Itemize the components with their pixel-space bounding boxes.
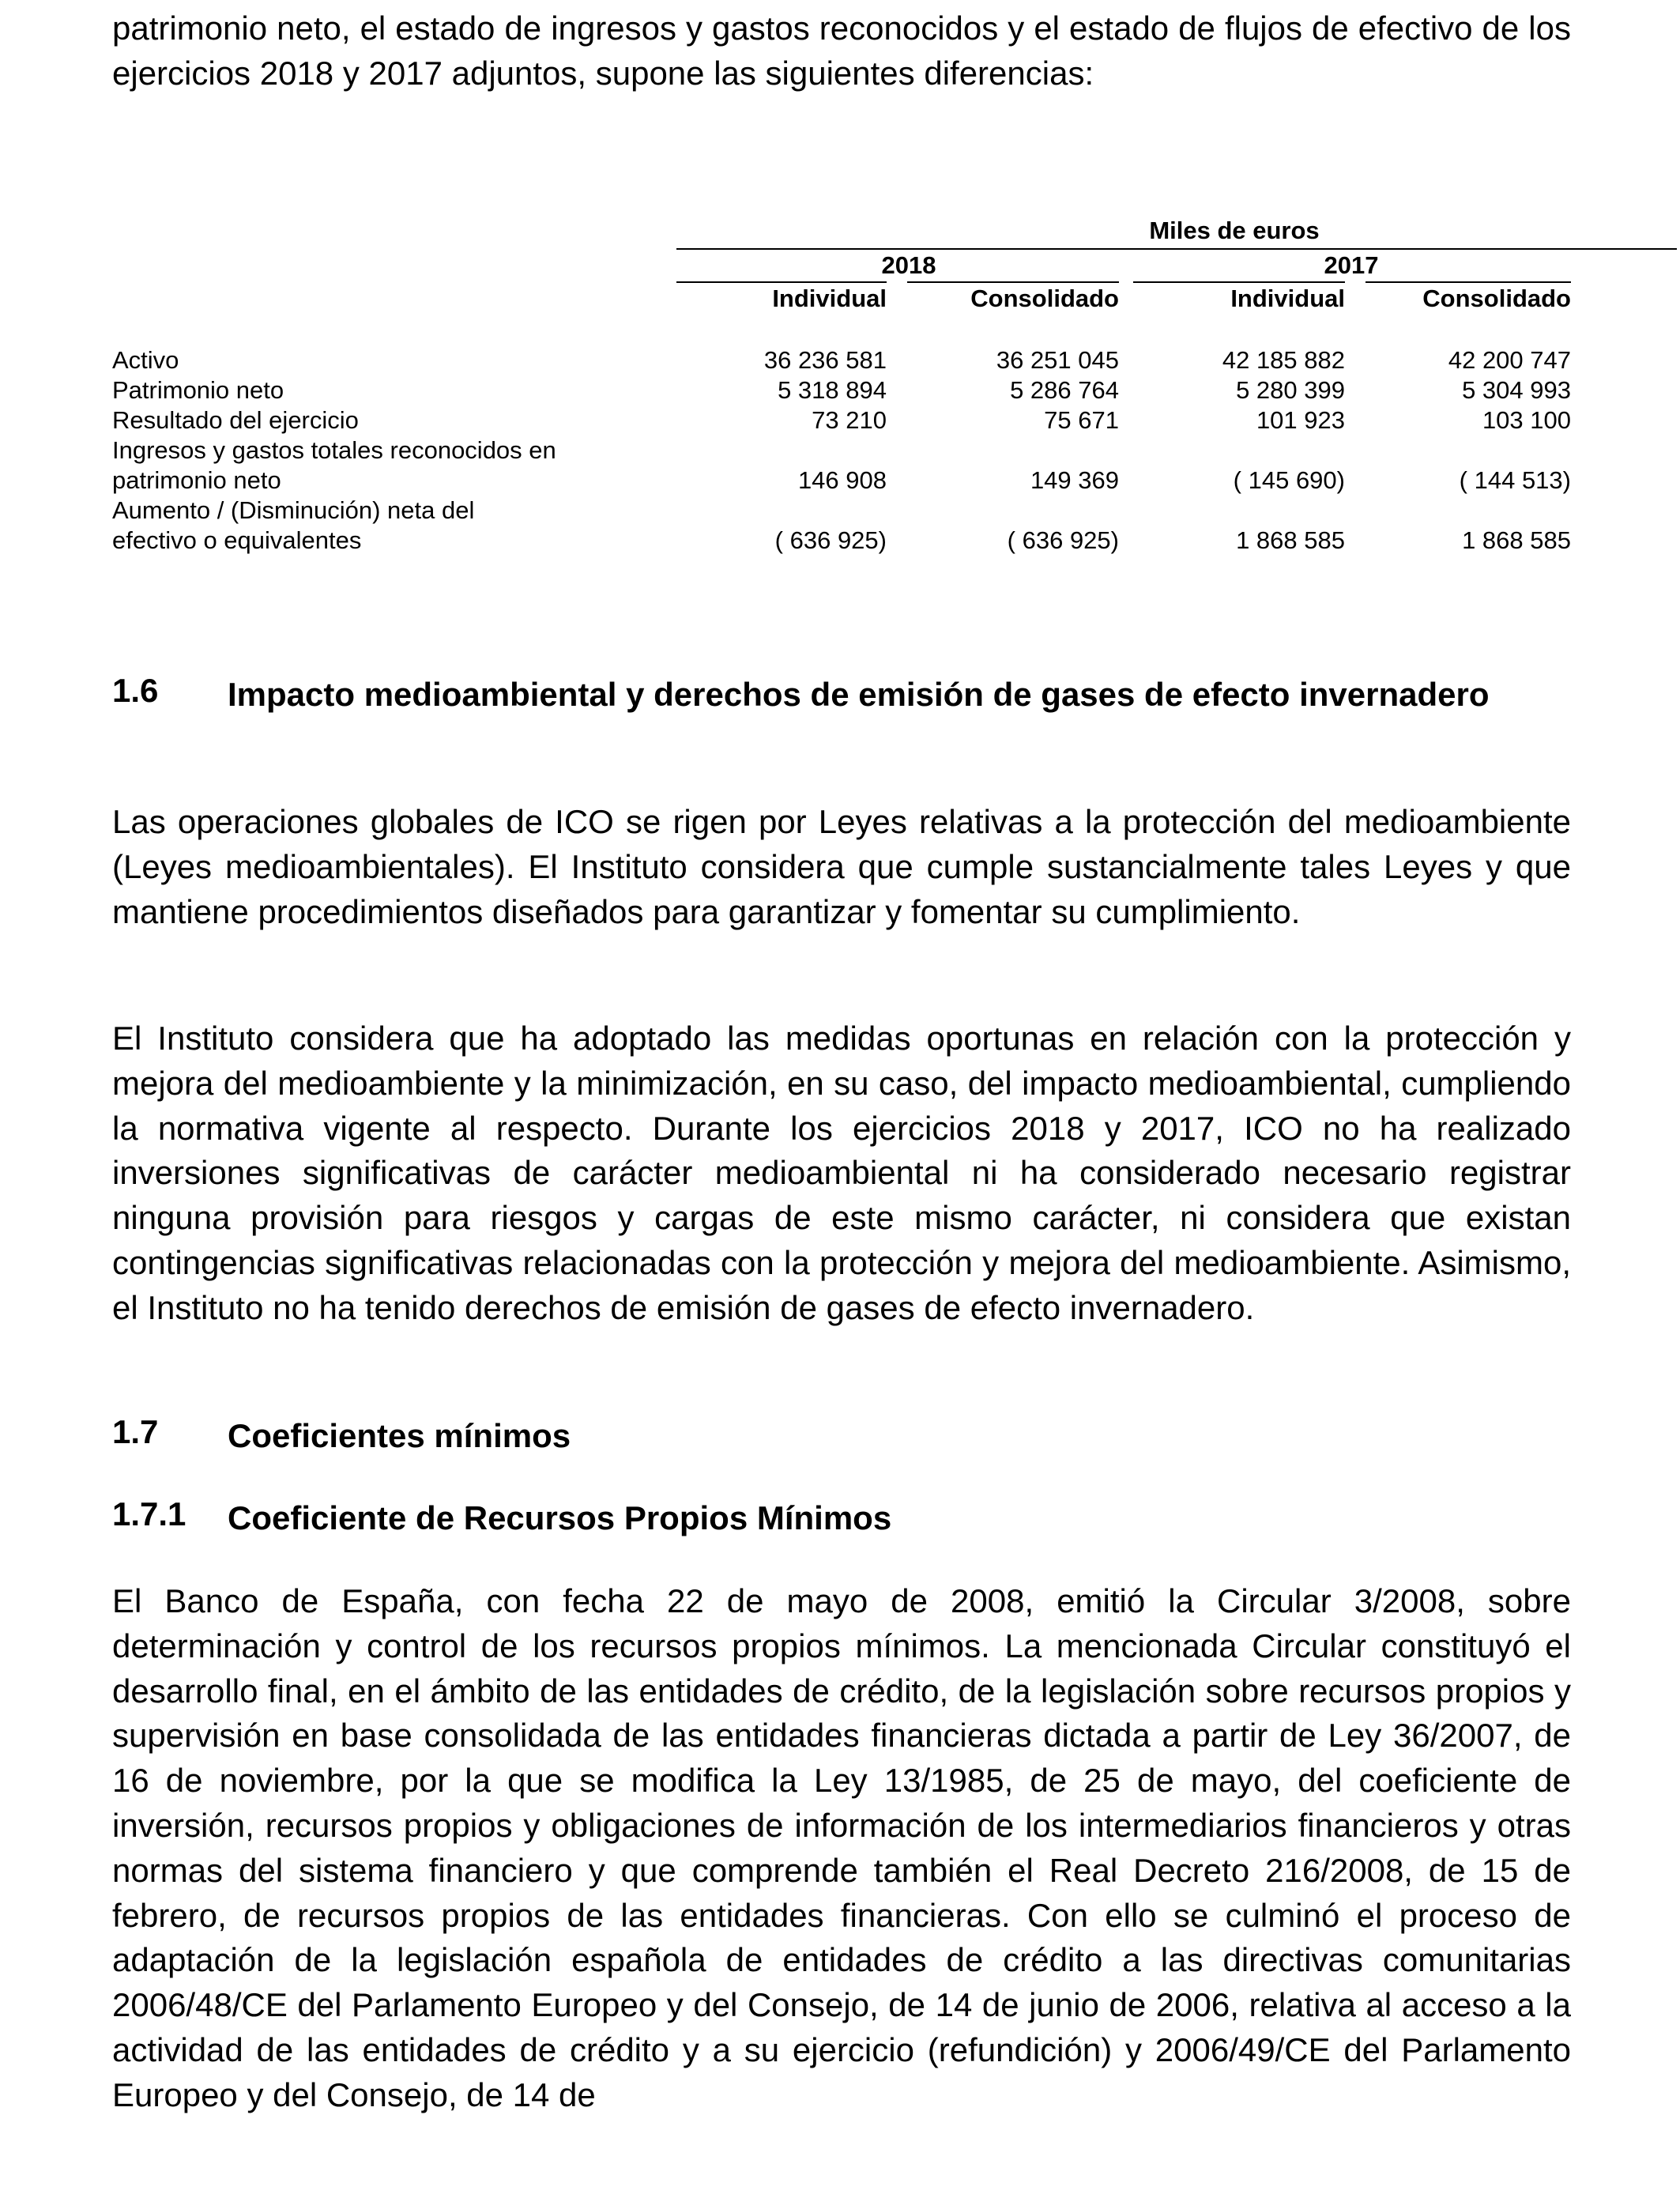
- col-2018-individual: Individual: [772, 285, 887, 312]
- table-cell: 149 369: [1030, 466, 1119, 494]
- section-number: 1.7.1: [112, 1495, 186, 1532]
- table-cell: 5 318 894: [778, 376, 887, 404]
- year-2018-header: 2018: [881, 251, 936, 279]
- table-cell: 5 304 993: [1462, 376, 1571, 404]
- row-label-ingresos-2: patrimonio neto: [112, 466, 281, 494]
- rule-2018-consolidado: [907, 281, 1119, 283]
- col-2018-consolidado: Consolidado: [970, 285, 1119, 312]
- table-cell: 1 868 585: [1236, 526, 1345, 554]
- table-cell: 36 251 045: [996, 346, 1119, 374]
- section-1-6-paragraph-2: El Instituto considera que ha adoptado las medidas oportunas en relación con la protección y mejora del medioambiente y la minimización, en su caso, del impacto medioambiental, cumpliendo la normativa vigente al respecto. Durante los ejercicios 2018 y 2017, ICO no ha realizado inversiones significativas de carácter medioambiental ni ha considerado necesario registrar ninguna provisión para riesgos y cargas de este mismo carácter, ni considera que existan contingencias significativas relacionadas con la protección y mejora del medioambiente. Asimismo, el Instituto no ha tenido derechos de emisión de gases de efecto invernadero.: [112, 1020, 1571, 1326]
- row-label-ingresos-1: Ingresos y gastos totales reconocidos en: [112, 436, 556, 464]
- table-cell: ( 636 925): [774, 526, 887, 554]
- row-label-activo: Activo: [112, 346, 179, 374]
- unit-rule: [676, 248, 1677, 250]
- table-cell: 5 280 399: [1236, 376, 1345, 404]
- section-number: 1.6: [112, 672, 159, 709]
- rule-2017-consolidado: [1365, 281, 1571, 283]
- section-number: 1.7: [112, 1413, 159, 1450]
- table-cell: 1 868 585: [1462, 526, 1571, 554]
- table-cell: ( 145 690): [1233, 466, 1345, 494]
- table-cell: 146 908: [797, 466, 887, 494]
- table-cell: ( 636 925): [1007, 526, 1119, 554]
- row-label-resultado: Resultado del ejercicio: [112, 406, 359, 434]
- table-cell: ( 144 513): [1459, 466, 1571, 494]
- section-title: Coeficiente de Recursos Propios Mínimos: [228, 1499, 892, 1536]
- table-unit-header: Miles de euros: [1149, 217, 1320, 244]
- section-title: Impacto medioambiental y derechos de emisión de gases de efecto invernadero: [228, 676, 1490, 713]
- col-2017-consolidado: Consolidado: [1422, 285, 1571, 312]
- row-label-patrimonio: Patrimonio neto: [112, 376, 284, 404]
- rule-2018-individual: [676, 281, 887, 283]
- section-1-6-paragraph-1: Las operaciones globales de ICO se rigen por Leyes relativas a la protección del medioambiente (Leyes medioambientales). El Instituto considera que cumple sustancialmente tales Leyes y que mantiene procedimientos diseñados para garantizar y fomentar su cumplimiento.: [112, 803, 1571, 930]
- col-2017-individual: Individual: [1230, 285, 1345, 312]
- section-1-7-1-paragraph-1: El Banco de España, con fecha 22 de mayo de 2008, emitió la Circular 3/2008, sobre determinación y control de los recursos propios mínimos. La mencionada Circular constituyó el desarrollo final, en el ámbito de las entidades de crédito, de la legislación sobre recursos propios y supervisión en base consolidada de las entidades financieras dictada a partir de Ley 36/2007, de 16 de noviembre, por la que se modifica la Ley 13/1985, de 25 de mayo, del coeficiente de inversión, recursos propios y obligaciones de información de los intermediarios financieros y otras normas del sistema financiero y que comprende también el Real Decreto 216/2008, de 15 de febrero, de recursos propios de las entidades financieras. Con ello se culminó el proceso de adaptación de la legislación española de entidades de crédito a las directivas comunitarias 2006/48/CE del Parlamento Europeo y del Consejo, de 14 de junio de 2006, relativa al acceso a la actividad de las entidades de crédito y a su ejercicio (refundición) y 2006/49/CE del Parlamento Europeo y del Consejo, de 14 de: [112, 1582, 1571, 2113]
- table-cell: 5 286 764: [1010, 376, 1119, 404]
- row-label-aumento-2: efectivo o equivalentes: [112, 526, 362, 554]
- section-1-7-1-heading: [112, 1495, 1571, 1540]
- year-2017-header: 2017: [1324, 251, 1379, 279]
- intro-paragraph: patrimonio neto, el estado de ingresos y gastos reconocidos y el estado de flujos de efectivo de los ejercicios 2018 y 2017 adjuntos, supone las siguientes diferencias:: [112, 9, 1571, 92]
- table-cell: 36 236 581: [763, 346, 887, 374]
- table-cell: 101 923: [1256, 406, 1345, 434]
- section-1-7-heading: [112, 1413, 1571, 1458]
- table-cell: 42 185 882: [1222, 346, 1345, 374]
- section-title: Coeficientes mínimos: [228, 1417, 571, 1454]
- table-cell: 42 200 747: [1448, 346, 1571, 374]
- rule-2017-individual: [1133, 281, 1345, 283]
- table-cell: 75 671: [1044, 406, 1119, 434]
- table-cell: 103 100: [1482, 406, 1571, 434]
- row-label-aumento-1: Aumento / (Disminución) neta del: [112, 496, 475, 524]
- section-1-6-heading: [112, 672, 1571, 762]
- table-cell: 73 210: [812, 406, 887, 434]
